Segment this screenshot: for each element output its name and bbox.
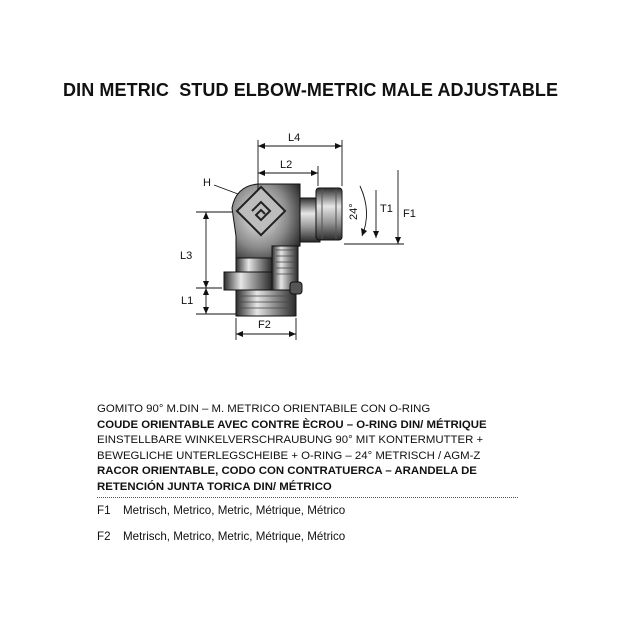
elbow-fitting [224, 184, 342, 316]
label-t1: T1 [380, 203, 393, 215]
description-line: COUDE ORIENTABLE AVEC CONTRE ÈCROU – O-RING DIN/ MÉTRIQUE [97, 418, 487, 431]
description-block [97, 402, 527, 496]
description-line: GOMITO 90° M.DIN – M. METRICO ORIENTABILE CON O-RING [97, 403, 431, 415]
spec-code: F2 [97, 530, 111, 543]
spec-text: Metrisch, Metrico, Metric, Métrique, Métrico [123, 530, 346, 543]
label-l3: L3 [180, 250, 193, 262]
stem-collar [236, 258, 272, 272]
spec-code: F1 [97, 504, 111, 517]
label-l4: L4 [288, 132, 301, 144]
tube-nut [316, 188, 342, 240]
spec-row [97, 530, 345, 543]
stud-thread [236, 290, 296, 316]
page-title: DIN METRIC STUD ELBOW-METRIC MALE ADJUSTABLE [63, 80, 559, 100]
o-ring [290, 282, 302, 294]
description-line: RACOR ORIENTABLE, CODO CON CONTRATUERCA – ARANDELA DE [97, 465, 477, 478]
label-angle: 24° [348, 203, 360, 220]
label-l2: L2 [280, 159, 293, 171]
dotted-divider [97, 497, 518, 498]
description-line: EINSTELLBARE WINKELVERSCHRAUBUNG 90° MIT KONTERMUTTER + [97, 434, 484, 447]
description-line: BEWEGLICHE UNTERLEGSCHEIBE + O-RING – 24° METRISCH / AGM-Z [97, 449, 481, 462]
fitting-technical-drawing [160, 120, 460, 350]
description-line: RETENCIÓN JUNTA TORICA DIN/ MÉTRICO [97, 480, 332, 493]
locknut [224, 272, 272, 290]
label-f2: F2 [258, 319, 271, 331]
label-f1: F1 [403, 208, 416, 220]
spec-text: Metrisch, Metrico, Metric, Métrique, Métrico [123, 504, 346, 517]
spec-row [97, 504, 345, 517]
label-l1: L1 [181, 295, 194, 307]
label-h: H [203, 177, 211, 189]
